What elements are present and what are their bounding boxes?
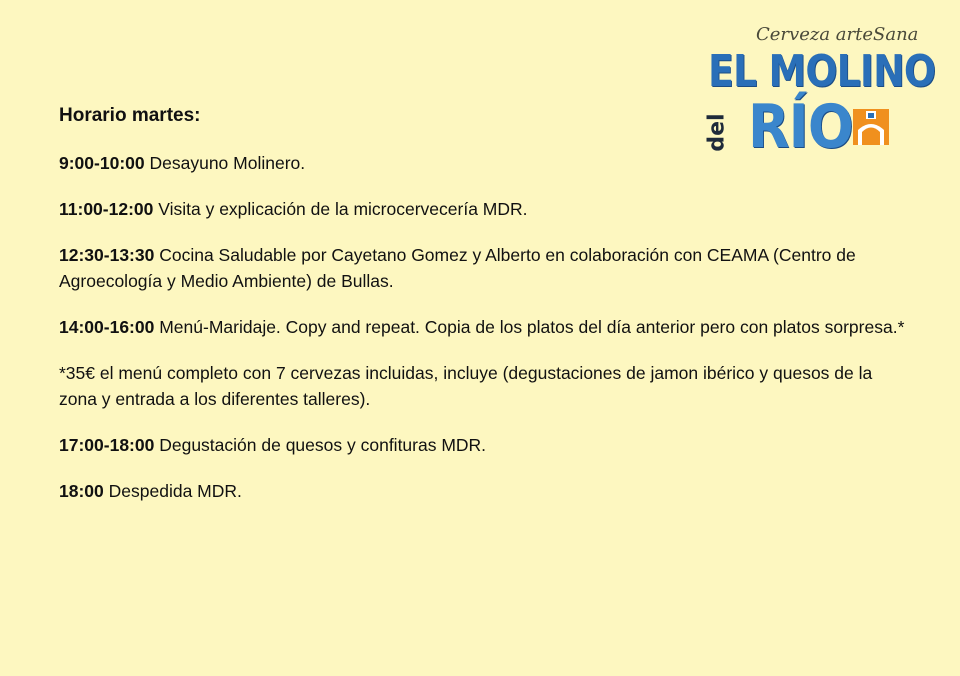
entry-text: Despedida MDR. [103,481,242,501]
schedule-entry [59,196,909,222]
logo-rio: RÍO [748,92,853,162]
mill-icon [852,108,890,146]
logo-title: EL MOLINO [708,46,936,97]
entry-text: Menú-Maridaje. Copy and repeat. Copia de los platos del día anterior pero con platos sorpresa.* [154,317,905,337]
price-note [59,360,909,412]
schedule-entry [59,242,909,294]
entry-time: 12:30-13:30 [59,245,155,265]
entry-time: 11:00-12:00 [59,199,154,219]
schedule-entry [59,314,909,340]
schedule-list [59,150,909,524]
entry-text: Visita y explicación de la microcervecería MDR. [153,199,528,219]
entry-time: 14:00-16:00 [59,317,155,337]
entry-time: 9:00-10:00 [59,153,145,173]
entry-text: *35€ el menú completo con 7 cervezas incluidas, incluye (degustaciones de jamon ibérico y quesos de la zona y entrada a los diferentes talleres). [59,363,873,409]
entry-time: 17:00-18:00 [59,435,155,455]
schedule-entry [59,478,909,504]
brand-logo [704,22,936,162]
logo-tagline: Cerveza arteSana [756,24,919,45]
schedule-entry [59,150,909,176]
schedule-heading: Horario martes: [59,105,201,126]
schedule-entry [59,432,909,458]
entry-text: Degustación de quesos y confituras MDR. [154,435,487,455]
entry-text: Cocina Saludable por Cayetano Gomez y Alberto en colaboración con CEAMA (Centro de Agroecología y Medio Ambiente) de Bullas. [59,245,856,291]
entry-time: 18:00 [59,481,104,501]
entry-text: Desayuno Molinero. [144,153,306,173]
logo-del: del [704,113,730,152]
